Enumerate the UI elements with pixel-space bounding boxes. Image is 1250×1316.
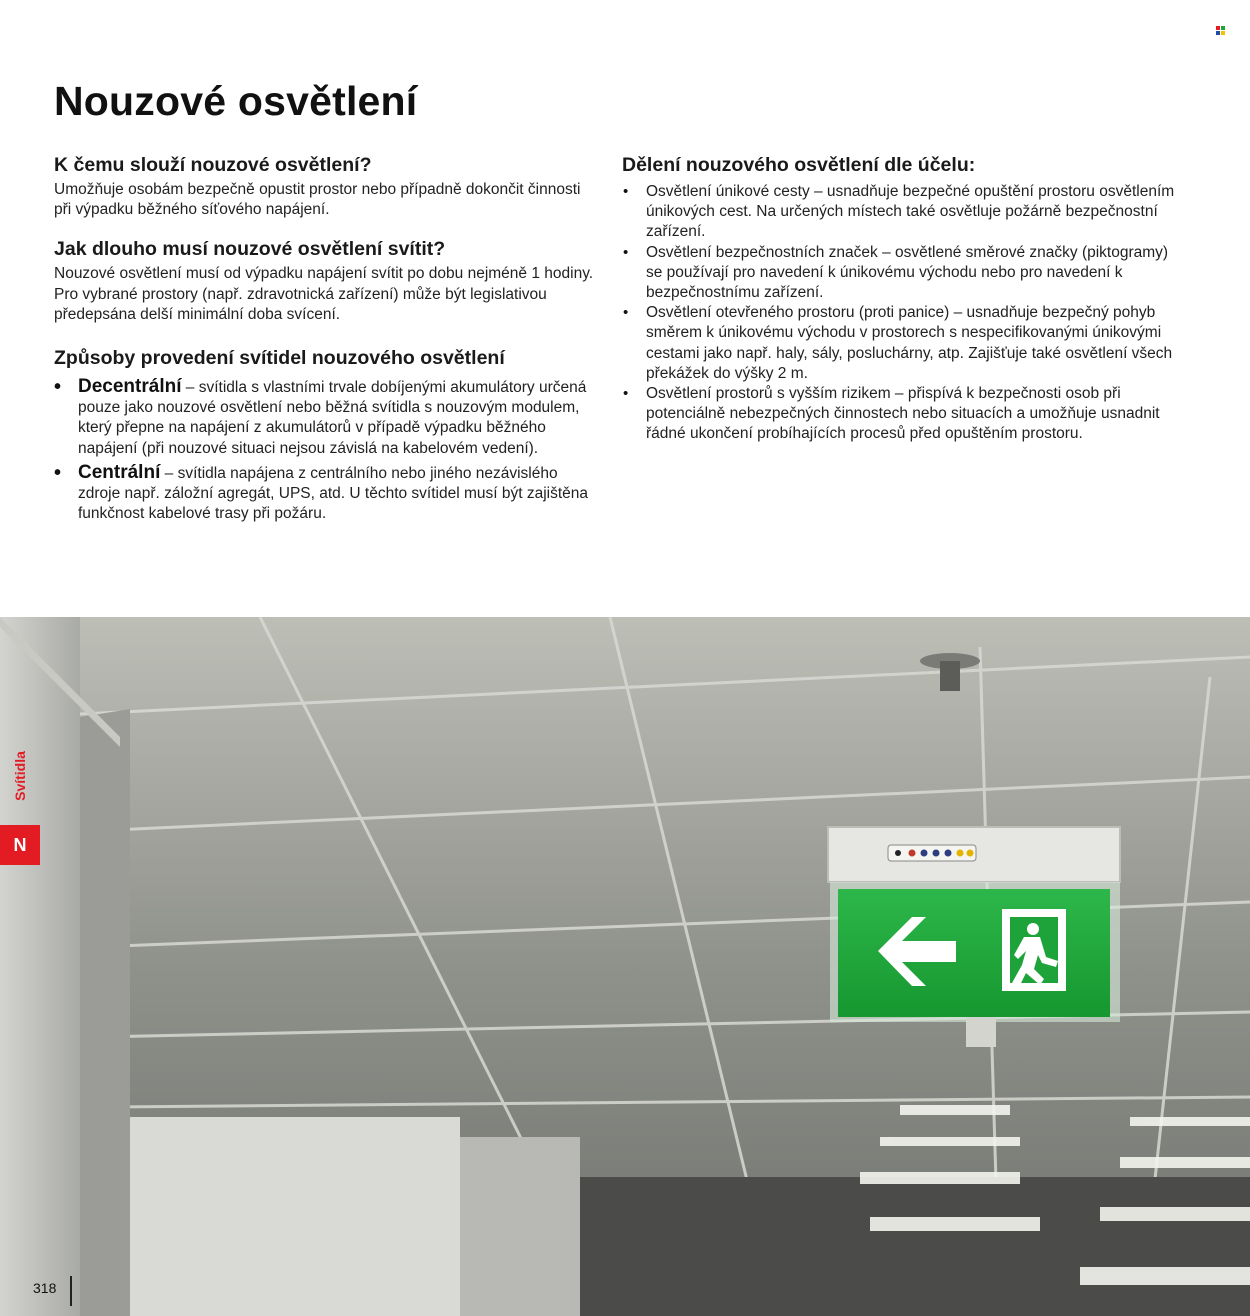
- page-number-divider: [70, 1276, 72, 1306]
- section-heading-division: Dělení nouzového osvětlení dle účelu:: [622, 154, 976, 176]
- section-heading-types: Způsoby provedení svítidel nouzového osvětlení: [54, 347, 505, 370]
- list-item: [622, 303, 1182, 384]
- types-list: [54, 377, 594, 524]
- bullet-icon: •: [54, 461, 62, 484]
- list-item-text: Osvětlení bezpečnostních značek – osvětlené směrové značky (piktogramy) se používají pro navedení k únikovému východu nebo pro navedení k bezpečnostnímu zařízení.: [646, 243, 1169, 302]
- list-item: [54, 463, 594, 525]
- section-heading-purpose: K čemu slouží nouzové osvětlení?: [54, 154, 372, 176]
- brand-logo-icon: [1216, 26, 1225, 35]
- right-column: [622, 152, 1182, 445]
- division-list: [622, 182, 1182, 445]
- bullet-icon: •: [623, 304, 629, 322]
- list-item: [622, 243, 1182, 304]
- list-item: [622, 182, 1182, 243]
- list-item: [622, 384, 1182, 445]
- exit-sign-photo: [0, 617, 1250, 1316]
- bullet-icon: •: [623, 183, 629, 200]
- side-tab-letter: N: [0, 825, 40, 865]
- list-item-text: – svítidla s vlastními trvale dobíjenými akumulátory určená pouze jako nouzové osvětlení nebo běžná svítidla s nouzovým modulem, který přepne na napájení z akumulátorů v případě výpadku běžného napájení (při nouzové situaci nejsou závislá na kabelovém vedení).: [78, 379, 587, 457]
- page-number: 318: [33, 1280, 57, 1296]
- bullet-icon: •: [623, 385, 629, 403]
- section-text-duration: Nouzové osvětlení musí od výpadku napájení svítit po dobu nejméně 1 hodiny. Pro vybrané prostory (např. zdravotnická zařízení) může být legislativou předepsána delší minimální doba svícení.: [54, 265, 594, 323]
- list-item-text: Osvětlení únikové cesty – usnadňuje bezpečné opuštění prostoru osvětlením únikových cest. Na určených místech také osvětluje požárně bezpečnostní zařízení.: [646, 183, 1175, 241]
- list-item-term: Decentrální: [78, 376, 182, 398]
- section-heading-duration: Jak dlouho musí nouzové osvětlení svítit?: [54, 238, 446, 261]
- list-item-text: – svítidla napájena z centrálního nebo jiného nezávislého zdroje např. záložní agregát, UPS, atd. U těchto svítidel musí být zajištěna funkčnost kabelové trasy při požáru.: [78, 464, 589, 523]
- side-tab-label: Svítidla: [12, 751, 28, 801]
- list-item-text: Osvětlení otevřeného prostoru (proti panice) – usnadňuje bezpečný pohyb směrem k únikovému východu v prostorech s nespecifikovanými únikovými cestami jako např. haly, sály, posluchárny, atp. Zajišťuje také osvětlení všech překážek do výšky 2 m.: [646, 304, 1173, 382]
- left-column: [54, 152, 594, 528]
- list-item-term: Centrální: [78, 461, 161, 483]
- list-item-text: Osvětlení prostorů s vyšším rizikem – přispívá k bezpečnosti osob při potenciálně nebezpečných činnostech nebo situacích a umožňuje usnadnit řádné ukončení probíhajících procesů před opuštěním prostoru.: [646, 385, 1160, 443]
- section-text-purpose: Umožňuje osobám bezpečně opustit prostor nebo případně dokončit činnosti při výpadku běžného síťového napájení.: [54, 181, 581, 219]
- bullet-icon: •: [623, 243, 629, 261]
- page-title: Nouzové osvětlení: [54, 78, 418, 124]
- list-item: [54, 377, 594, 459]
- bullet-icon: •: [54, 376, 62, 399]
